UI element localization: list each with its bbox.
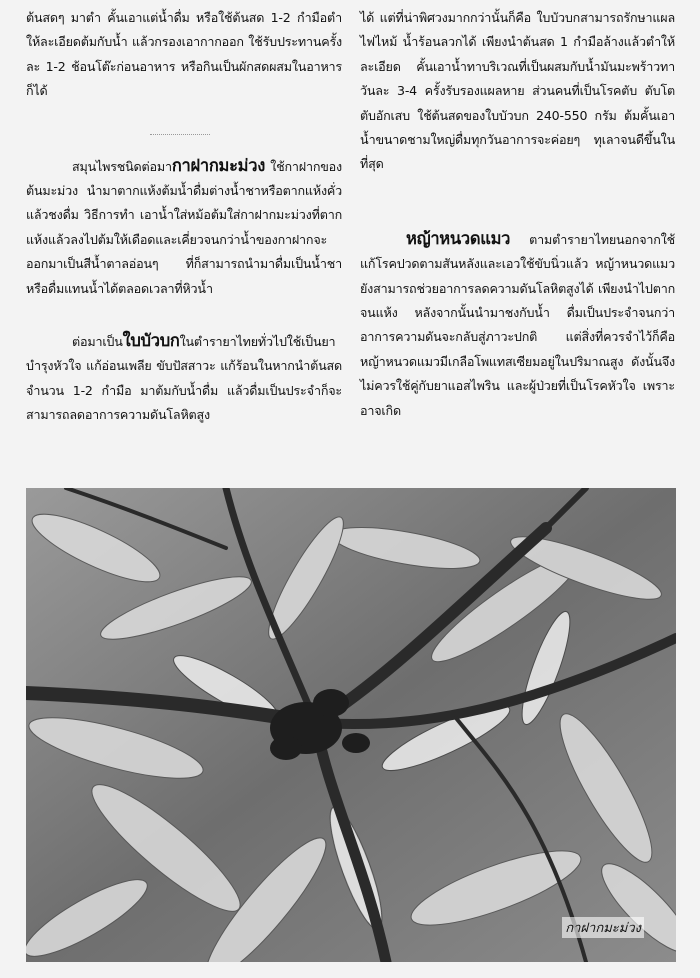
heading-mango-mistletoe: กาฝากมะม่วง	[171, 155, 265, 175]
paragraph-mango-mistletoe	[26, 154, 342, 301]
paragraph-gotu-kola-cont: ได้ แต่ที่น่าพิศวงมากกว่านั้นก็คือ ใบบัวบกสามารถรักษาแผลไฟไหม้ น้ำร้อนลวกได้ เพียงนำต้นสด 1 กำมือล้างแล้วตำให้ละเอียด คั้นเอาน้ำทาบริเวณที่เป็นผสมกับน้ำมันมะพร้าวทาวันละ 3-4 ครั้งรับรองแผลหาย ส่วนคนที่เป็นโรคตับ ตับโต ตับอักเสบ ใช้ต้นสดของใบบัวบก 240-550 กรัม ต้มคั้นเอาน้ำขนาดชามใหญ่ดื่มทุกวันอาการจะค่อยๆ ทุเลาจนดีขึ้นในที่สุด	[360, 10, 675, 172]
section-gap	[26, 104, 342, 154]
paragraph-intro: ต้นสดๆ มาตำ คั้นเอาแต่น้ำดื่ม หรือใช้ต้นสด 1-2 กำมือตำให้ละเอียดต้มกับน้ำ แล้วกรองเอากากออก ใช้รับประทานครั้งละ 1-2 ช้อนโต๊ะก่อนอาหาร หรือกินเป็นผักสดผสมในอาหารก็ได้	[26, 10, 342, 99]
right-column	[360, 6, 675, 423]
paragraph-body: ใช้กาฝากของต้นมะม่วง นำมาตากแห้งต้มน้ำดื่มต่างน้ำชาหรือตากแห้งคั่วแล้วชงดื่ม วิธีการทำ เอาน้ำใส่หม้อต้มใส่กาฝากมะม่วงที่ตากแห้งแล้วลงไปต้มให้เดือดและเคี่ยวจนกว่าน้ำของกาฝากจะออกมาเป็นสีน้ำตาลอ่อนๆ ที่ก็สามารถนำมาดื่มเป็นน้ำชา หรือดื่มแทนน้ำได้ตลอดเวลาที่หิวน้ำ	[26, 158, 342, 296]
paragraph-body: ตามตำรายาไทยนอกจากใช้แก้โรคปวดตามสันหลังและเอวใช้ขับนิ่วแล้ว หญ้าหนวดแมวยังสามารถช่วยอาการลดความดันโลหิตสูงได้ เพียงนำไปตากจนแห้ง หลังจากนั้นนำมาชงกับน้ำ ดื่มเป็นประจำจนกว่าอาการความดันจะกลับสู่ภาวะปกติ แต่สิ่งที่ควรจำไว้ก็คือหญ้าหนวดแมวมีเกลือโพแทสเซียมอยู่ในปริมาณสูง ดังนั้นจึงไม่ควรใช้คู่กับยาแอสไพริน และผู้ป่วยที่เป็นโรคหัวใจ เพราะอาจเกิด	[360, 231, 675, 418]
left-column	[26, 6, 342, 428]
section-divider	[150, 134, 210, 135]
photo-illustration-icon	[26, 488, 676, 962]
photo-caption: กาฝากมะม่วง	[562, 917, 644, 938]
paragraph-lead: สมุนไพรชนิดต่อมา	[72, 158, 172, 174]
heading-gotu-kola: ใบบัวบก	[122, 331, 180, 351]
paragraph-gotu-kola	[26, 329, 342, 428]
section-gap	[360, 177, 675, 227]
heading-cat-whiskers: หญ้าหนวดแมว	[406, 228, 511, 248]
paragraph-lead: ต่อมาเป็น	[72, 334, 123, 350]
section-gap	[26, 301, 342, 329]
mango-mistletoe-photo	[26, 488, 676, 962]
paragraph-cat-whiskers	[360, 227, 675, 423]
paragraph-body: ในตำรายาไทยทั่วไปใช้เป็นยาบำรุงหัวใจ แก้อ่อนเพลีย ขับปัสสาวะ แก้ร้อนในหากนำต้นสดจำนวน 1-2 กำมือ มาต้มกับน้ำดื่ม แล้วดื่มเป็นประจำก็จะสามารถลดอาการความดันโลหิตสูง	[26, 334, 342, 423]
